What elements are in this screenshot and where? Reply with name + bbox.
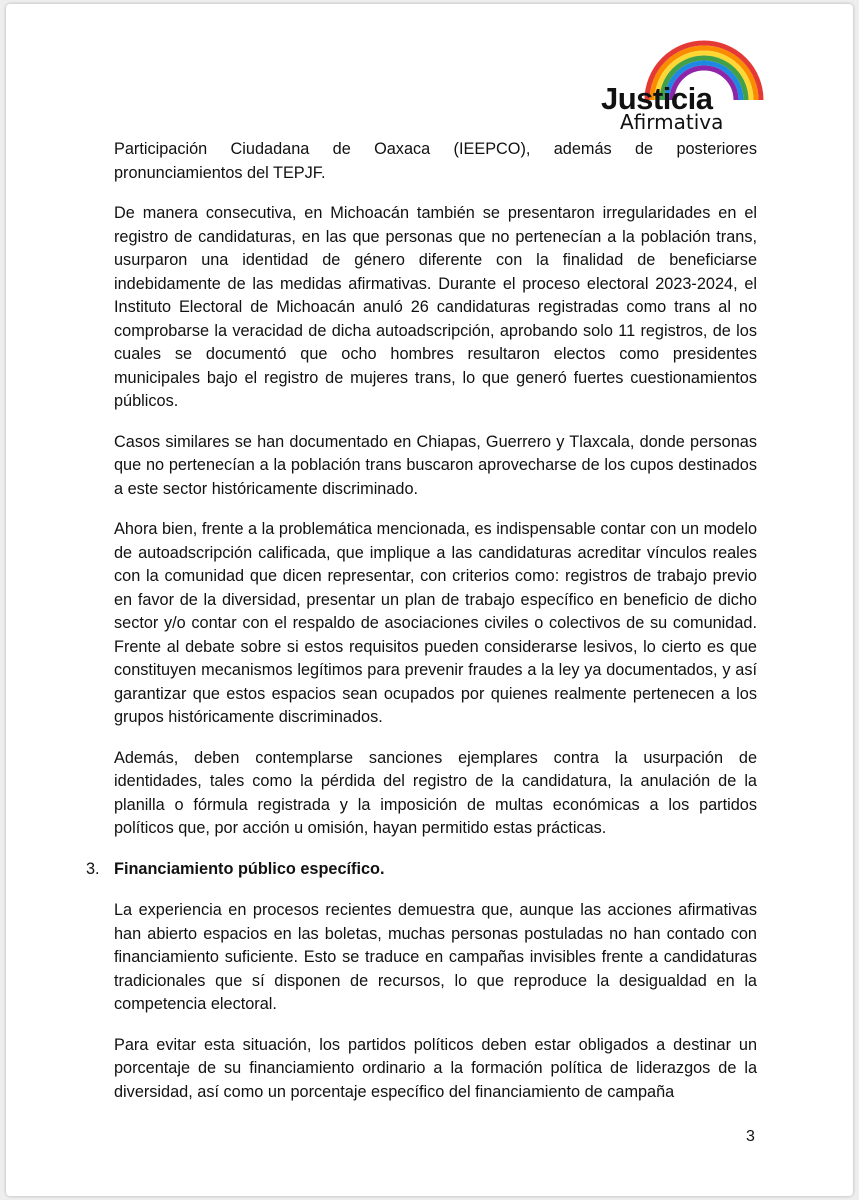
paragraph: Además, deben contemplarse sanciones ejemplares contra la usurpación de identidades, tales como la pérdida del registro de la candidatura, la anulación de la planilla o fórmula registrada y la imposición de multas económicas a los partidos políticos que, por acción u omisión, hayan permitido estas prácticas. <box>114 748 757 837</box>
section-heading <box>86 858 757 882</box>
section-title: Financiamiento público específico. <box>114 859 385 878</box>
paragraph: De manera consecutiva, en Michoacán también se presentaron irregularidades en el registro de candidaturas, en las que personas que no pertenecían a la población trans, usurparon una identidad de género diferente con la finalidad de beneficiarse indebidamente de las medidas afirmativas. Durante el proceso electoral 2023-2024, el Instituto Electoral de Michoacán anuló 26 candidaturas registradas como trans al no comprobarse la veracidad de dicha autoadscripción, aprobando solo 11 registros, de los cuales se documentó que ocho hombres resultaron electos como presidentes municipales bajo el registro de mujeres trans, lo que generó fuertes cuestionamientos públicos. <box>114 204 757 410</box>
justicia-afirmativa-logo <box>596 30 766 134</box>
logo-title: Justicia <box>601 81 713 116</box>
section-number: 3. <box>86 859 100 878</box>
logo-subtitle: Afirmativa <box>620 110 724 134</box>
document-page <box>6 4 853 1196</box>
paragraph: Participación Ciudadana de Oaxaca (IEEPCO), además de posteriores pronunciamientos del TEPJF. <box>114 140 757 182</box>
paragraph: Ahora bien, frente a la problemática mencionada, es indispensable contar con un modelo de autoadscripción calificada, que implique a las candidaturas acreditar vínculos reales con la comunidad que dicen representar, con criterios como: registros de trabajo previo en favor de la diversidad, presentar un plan de trabajo específico en beneficio de dicho sector y/o contar con el respaldo de asociaciones civiles o colectivos de su comunidad. Frente al debate sobre si estos requisitos pueden considerarse lesivos, lo cierto es que constituyen mecanismos legítimos para prevenir fraudes a la ley ya documentados, y así garantizar que estos espacios sean ocupados por quienes realmente pertenecen a los grupos históricamente discriminados. <box>114 520 757 726</box>
paragraph: Casos similares se han documentado en Chiapas, Guerrero y Tlaxcala, donde personas que no pertenecían a la población trans buscaron aprovecharse de los cupos destinados a este sector históricamente discriminado. <box>114 432 757 498</box>
paragraph: Para evitar esta situación, los partidos políticos deben estar obligados a destinar un porcentaje de su financiamiento ordinario a la formación política de liderazgos de la diversidad, así como un porcentaje específico del financiamiento de campaña <box>114 1035 757 1101</box>
paragraph: La experiencia en procesos recientes demuestra que, aunque las acciones afirmativas han abierto espacios en las boletas, muchas personas postuladas no han contado con financiamiento suficiente. Esto se traduce en campañas invisibles frente a candidaturas tradicionales que sí disponen de recursos, lo que reproduce la desigualdad en la competencia electoral. <box>114 901 757 1013</box>
page-number: 3 <box>746 1128 755 1145</box>
document-body <box>86 138 757 1121</box>
